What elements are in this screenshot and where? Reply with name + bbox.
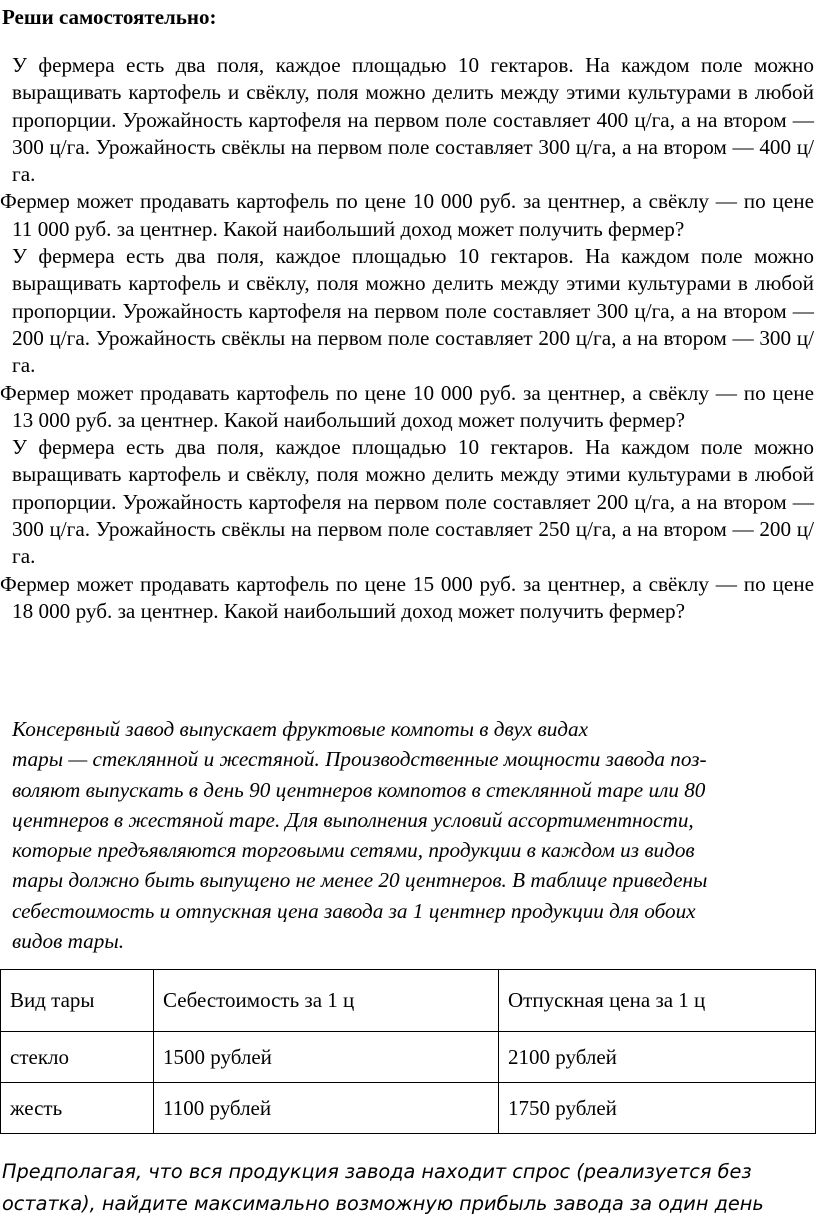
- cannery-task-line: центнеров в жестяной таре. Для выполнения условий ассортиментности,: [12, 807, 694, 832]
- final-question-line: остатка), найдите максимально возможную прибыль завода за один день: [2, 1192, 764, 1215]
- table-cell: стекло: [1, 1032, 154, 1083]
- cannery-task-line: видов тары.: [12, 929, 124, 954]
- farmer-tasks: [0, 52, 816, 625]
- task-2-conditions: У фермера есть два поля, каждое площадью 10 гектаров. На каждом поле можно выращивать картофель и свёклу, поля можно делить между этими культурами в любой пропорции. Урожайность картофеля на первом поле составляет 300 ц/га, а на втором — 200 ц/га. Урожайность свёклы на первом поле составляет 200 ц/га, а на втором — 300 ц/га.: [12, 244, 814, 378]
- task-2-question: Фермер может продавать картофель по цене 10 000 руб. за центнер, а свёклу — по цене 13 000 руб. за центнер. Какой наибольший доход может получить фермер?: [0, 380, 814, 432]
- page-heading: Реши самостоятельно:: [2, 5, 217, 29]
- table-row: [1, 1032, 816, 1083]
- final-question-line: Предполагая, что вся продукция завода находит спрос (реализуется без: [2, 1160, 752, 1183]
- cannery-task-line: тары должно быть выпущено не менее 20 центнеров. В таблице приведены: [12, 868, 708, 893]
- table-cell: жесть: [1, 1083, 154, 1134]
- table-header-cell: Себестоимость за 1 ц: [154, 970, 499, 1032]
- table-header-cell: Отпускная цена за 1 ц: [499, 970, 816, 1032]
- cannery-task-line: себестоимость и отпускная цена завода за 1 центнер продукции для обоих: [12, 898, 696, 923]
- table-cell: 1750 рублей: [499, 1083, 816, 1134]
- cannery-task-line: тары — стеклянной и жестяной. Производственные мощности завода поз-: [12, 747, 707, 772]
- task-1-question: Фермер может продавать картофель по цене 10 000 руб. за центнер, а свёклу — по цене 11 000 руб. за центнер. Какой наибольший доход может получить фермер?: [0, 189, 814, 241]
- task-3-conditions: У фермера есть два поля, каждое площадью 10 гектаров. На каждом поле можно выращивать картофель и свёклу, поля можно делить между этими культурами в любой пропорции. Урожайность картофеля на первом поле составляет 200 ц/га, а на втором — 300 ц/га. Урожайность свёклы на первом поле составляет 250 ц/га, а на втором — 200 ц/га.: [12, 435, 814, 569]
- table-cell: 2100 рублей: [499, 1032, 816, 1083]
- cannery-task-line: Консервный завод выпускает фруктовые компоты в двух видах: [12, 717, 589, 741]
- table-cell: 1500 рублей: [154, 1032, 499, 1083]
- task-1-conditions: У фермера есть два поля, каждое площадью 10 гектаров. На каждом поле можно выращивать картофель и свёклу, поля можно делить между этими культурами в любой пропорции. Урожайность картофеля на первом поле составляет 400 ц/га, а на втором — 300 ц/га. Урожайность свёклы на первом поле составляет 300 ц/га, а на втором — 400 ц/га.: [12, 53, 814, 187]
- table-header-cell: Вид тары: [1, 970, 154, 1032]
- table-cell: 1100 рублей: [154, 1083, 499, 1134]
- final-question: [2, 1156, 814, 1220]
- price-table: [0, 969, 816, 1134]
- cannery-task-line: воляют выпускать в день 90 центнеров компотов в стеклянной таре или 80: [12, 777, 706, 802]
- table-header-row: [1, 970, 816, 1032]
- task-3-question: Фермер может продавать картофель по цене 15 000 руб. за центнер, а свёклу — по цене 18 000 руб. за центнер. Какой наибольший доход может получить фермер?: [0, 571, 814, 623]
- cannery-task-line: которые предъявляются торговыми сетями, продукции в каждом из видов: [12, 838, 695, 863]
- cannery-task: [12, 714, 802, 956]
- table-row: [1, 1083, 816, 1134]
